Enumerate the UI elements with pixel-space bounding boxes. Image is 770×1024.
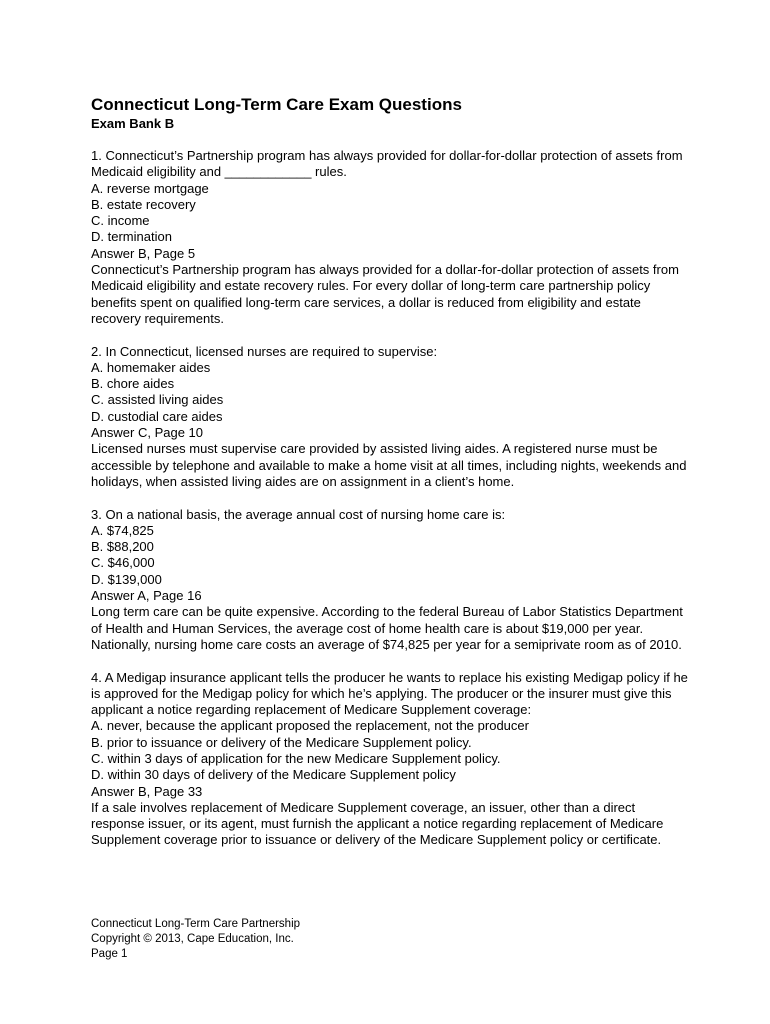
answer-option: A. never, because the applicant proposed the replacement, not the producer xyxy=(91,718,529,734)
answer-option: B. estate recovery xyxy=(91,196,196,212)
question-prompt: 2. In Connecticut, licensed nurses are required to supervise: xyxy=(91,343,438,359)
document-subtitle: Exam Bank B xyxy=(91,116,175,131)
answer-key: Answer A, Page 16 xyxy=(91,588,202,604)
answer-key: Answer B, Page 5 xyxy=(91,245,196,261)
page-footer xyxy=(91,917,300,962)
footer-line: Connecticut Long-Term Care Partnership xyxy=(91,918,301,930)
question-prompt: 4. A Medigap insurance applicant tells the producer he wants to replace his existing Medigap policy if he is approved for the Medigap policy for which he’s applying. The producer or the insurer must give this applicant a notice regarding replacement of Medicare Supplement coverage: xyxy=(91,669,688,718)
answer-key: Answer C, Page 10 xyxy=(91,425,204,441)
answer-option: C. $46,000 xyxy=(91,555,155,571)
question-block xyxy=(91,148,691,327)
answer-explanation: Long term care can be quite expensive. According to the federal Bureau of Labor Statistics Department of Health and Human Services, the average cost of home health care is about $19,000 per year. Nationally, nursing home care costs an average of $74,825 per year for a semiprivate room as of 2010. xyxy=(91,604,683,652)
question-prompt: 3. On a national basis, the average annual cost of nursing home care is: xyxy=(91,506,506,522)
answer-option: D. $139,000 xyxy=(91,571,162,587)
answer-option: C. within 3 days of application for the new Medicare Supplement policy. xyxy=(91,750,501,766)
question-block xyxy=(91,670,691,849)
answer-option: A. $74,825 xyxy=(91,522,154,538)
page-number: Page 1 xyxy=(91,948,128,960)
document-title: Connecticut Long-Term Care Exam Questions xyxy=(91,95,462,114)
question-block xyxy=(91,507,691,654)
document-page xyxy=(91,94,691,865)
answer-option: D. custodial care aides xyxy=(91,408,223,424)
answer-option: B. $88,200 xyxy=(91,539,154,555)
answer-option: D. termination xyxy=(91,229,172,245)
answer-option: B. prior to issuance or delivery of the Medicare Supplement policy. xyxy=(91,734,472,750)
question-prompt: 1. Connecticut’s Partnership program has always provided for dollar-for-dollar protection of assets from Medicaid eligibility and ____________ rules. xyxy=(91,148,683,180)
answer-option: B. chore aides xyxy=(91,376,175,392)
answer-option: A. homemaker aides xyxy=(91,359,211,375)
question-block xyxy=(91,344,691,491)
footer-copyright: Copyright © 2013, Cape Education, Inc. xyxy=(91,933,294,945)
answer-option: A. reverse mortgage xyxy=(91,180,209,196)
answer-explanation: If a sale involves replacement of Medicare Supplement coverage, an issuer, other than a direct response issuer, or its agent, must furnish the applicant a notice regarding replacement of Medicare Supplement coverage prior to issuance or delivery of the Medicare Supplement policy or certificate. xyxy=(91,799,664,848)
answer-explanation: Connecticut’s Partnership program has always provided for a dollar-for-dollar protection of assets from Medicaid eligibility and estate recovery rules. For every dollar of long-term care partnership policy benefits spent on qualified long-term care services, a dollar is reduced from eligibility and estate recovery requirements. xyxy=(91,262,679,326)
answer-option: C. assisted living aides xyxy=(91,392,224,408)
answer-option: C. income xyxy=(91,213,150,229)
answer-option: D. within 30 days of delivery of the Medicare Supplement policy xyxy=(91,767,456,783)
answer-explanation: Licensed nurses must supervise care provided by assisted living aides. A registered nurse must be accessible by telephone and available to make a home visit at all times, including nights, weekends and holidays, when assisted living aides are on assignment in a client’s home. xyxy=(91,441,687,489)
answer-key: Answer B, Page 33 xyxy=(91,783,203,799)
